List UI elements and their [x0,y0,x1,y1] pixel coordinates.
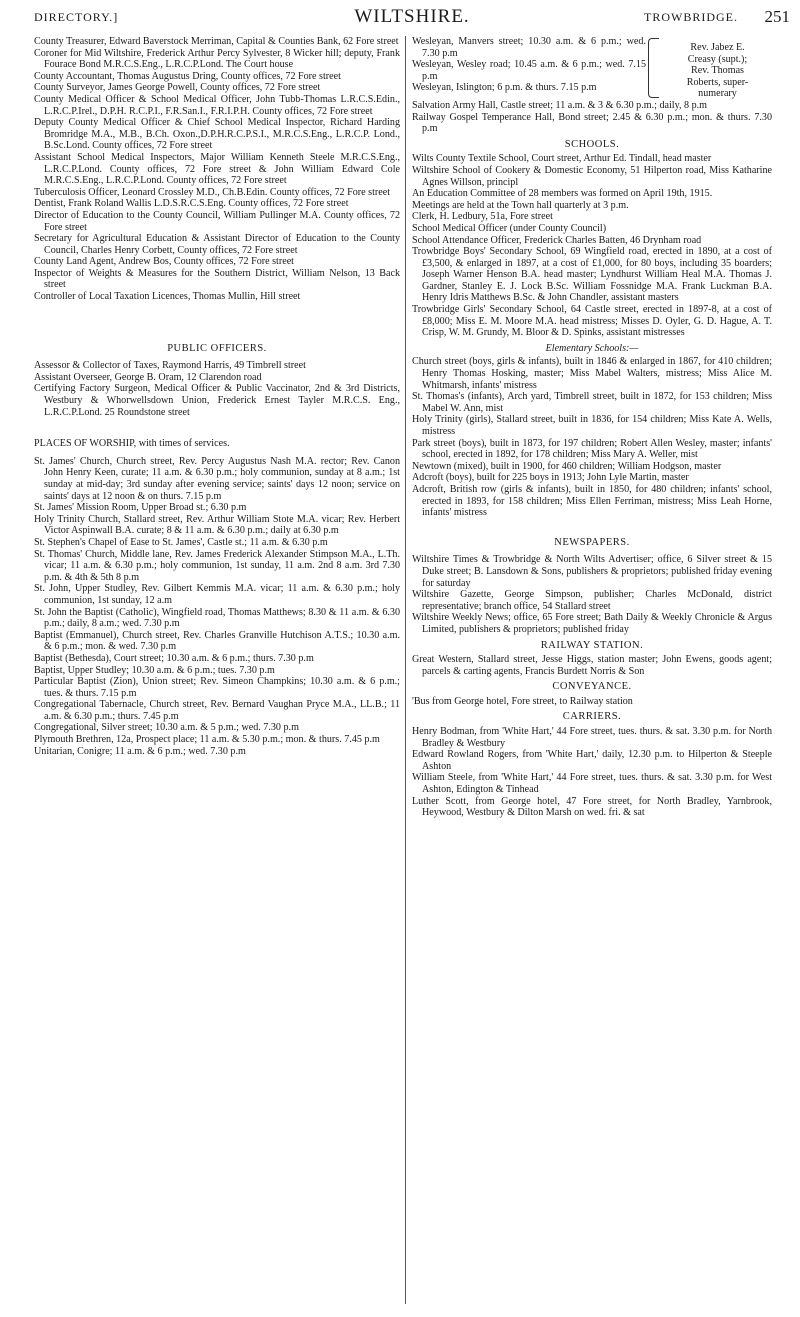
section-heading-elementary-schools: Elementary Schools:— [545,342,639,354]
list-item: Adcroft, British row (girls & infants), built in 1850, for 480 children; infants' school, erected in 1893, for 158 children; Miss Ellen Ferriman, mistress; Miss Leah Horne, infants' mistress [412,483,772,519]
left-column [34,36,400,757]
list-item: School Medical Officer (under County Council) [412,222,607,234]
minister-line: Rev. Jabez E. [690,42,745,53]
list-item: Holy Trinity (girls), Stallard street, built in 1836, for 154 children; Miss Kate A. Wells, mistress [412,414,772,437]
list-item: Wesleyan, Wesley road; 10.45 a.m. & 6 p.m.; wed. 7.15 p.m [412,59,646,82]
public-officers-list [34,360,400,418]
list-item: Baptist, Upper Studley; 10.30 a.m. & 6 p.m.; tues. 7.30 p.m [34,664,275,676]
list-item: Coroner for Mid Wiltshire, Frederick Arthur Percy Sylvester, 8 Wicker hill; deputy, Frank Fourace Bond M.R.C.S.Eng., L.R.C.P.Lond. The Court house [34,47,400,71]
list-item: County Accountant, Thomas Augustus Dring, County offices, 72 Fore street [34,70,341,82]
list-item: Trowbridge Girls' Secondary School, 64 Castle street, erected in 1897-8, at a cost of £8,000; Miss E. M. Moore M.A. head mistress; Misses D. Oyler, G. D. Hague, A. T. Crisp, W. M. Grundy, M. Bloor & D. Spinks, assistant mistresses [412,304,772,339]
section-heading-schools: SCHOOLS. [564,138,620,150]
section-heading-places-of-worship: PLACES OF WORSHIP, with times of services. [34,438,230,450]
carriers-list [412,726,772,819]
list-item: County Treasurer, Edward Baverstock Merriman, Capital & Counties Bank, 62 Fore street [34,36,399,47]
page-number: 251 [764,7,790,26]
county-officials-list [34,36,400,303]
list-item: St. Thomas' Church, Middle lane, Rev. James Frederick Alexander Stimpson M.A., L.Th. vicar; 11 a.m. & 6.30 p.m.; holy communion, 1st sunday, 11 a.m. 2nd 8 a.m. 3rd 7.30 p.m. & 4th & 5th 8 p.m [34,548,400,583]
list-item: Trowbridge Boys' Secondary School, 69 Wingfield road, erected in 1890, at a cost of £3,500, & enlarged in 1897, at a cost of £1,000, for 80 boys, including 35 boarders; Joseph Warner Henson B.A. head master; Lyndhurst William Heal M.A. Thomas J. Gardner, Stanley E. J. Lock B.Sc. William Fossnidge M.A. Frank Luckman B.A. Henry Idris Matthews B.Sc. & John Chandler, assistant masters [412,246,772,304]
list-item: Church street (boys, girls & infants), built in 1846 & enlarged in 1867, for 410 children; Henry Thomas Hosking, master; Miss Mabel Walters, mistress; Miss Alice M. Whitmarsh, infants' mistress [412,356,772,391]
conveyance-list [412,696,772,708]
list-item: Salvation Army Hall, Castle street; 11 a.m. & 3 & 6.30 p.m.; daily, 8 p.m [412,99,708,111]
worship-list [34,456,400,757]
list-item: St. John the Baptist (Catholic), Wingfield road, Thomas Matthews; 8.30 & 11 a.m. & 6.30 p.m.; daily, 8 a.m.; wed. 7.30 p.m [34,606,400,630]
list-item: County Medical Officer & School Medical Officer, John Tubb-Thomas L.R.C.S.Edin., L.R.C.P.Irel., D.P.H. R.C.P.I., F.R.San.I., F.R.I.P.H. County offices, 72 Fore street [34,93,400,117]
list-item: Plymouth Brethren, 12a, Prospect place; 11 a.m. & 5.30 p.m.; mon. & thurs. 7.45 p.m [34,734,380,746]
list-item: Baptist (Emmanuel), Church street, Rev. Charles Granville Hutchison A.T.S.; 10.30 a.m. & 6 p.m.; mon. & wed. 7.30 p.m [34,629,400,653]
list-item: School Attendance Officer, Frederick Charles Batten, 46 Drynham road [412,234,702,246]
list-item: 'Bus from George hotel, Fore street, to Railway station [412,695,633,707]
section-heading-newspapers: NEWSPAPERS. [554,536,630,548]
list-item: William Steele, from 'White Hart,' 44 Fore street, tues. thurs. & sat. 3.30 p.m. for West Ashton, Edington & Tinhead [412,772,772,796]
brace-bracket [648,38,659,98]
list-item: Controller of Local Taxation Licences, Thomas Mullin, Hill street [34,291,301,303]
list-item: Meetings are held at the Town hall quarterly at 3 p.m. [412,199,629,211]
list-item: St. John, Upper Studley, Rev. Gilbert Kemmis M.A. vicar; 11 a.m. & 6.30 p.m.; holy communion, 1st sunday, 12 a.m [34,583,400,606]
list-item: Wiltshire School of Cookery & Domestic Economy, 51 Hilperton road, Miss Katharine Agnes Willson, principl [412,164,772,188]
page-header [34,6,790,30]
section-heading-public-officers: PUBLIC OFFICERS. [167,342,267,354]
other-worship-list [412,100,772,135]
header-county-title: WILTSHIRE. [354,6,470,27]
railway-list [412,654,772,677]
list-item: Wesleyan, Manvers street; 10.30 a.m. & 6 p.m.; wed. 7.30 p.m [412,36,646,59]
column-divider [405,36,406,1304]
list-item: Henry Bodman, from 'White Hart,' 44 Fore street, tues. thurs. & sat. 3.30 p.m. for North Bradley & Westbury [412,726,772,749]
minister-line: numerary [698,88,737,100]
list-item: Dentist, Frank Roland Wallis L.D.S.R.C.S.Eng. County offices, 72 Fore street [34,198,349,210]
minister-line: Creasy (supt.); [687,53,748,65]
list-item: Particular Baptist (Zion), Union street; Rev. Simeon Champkins; 10.30 a.m. & 6 p.m.; tues. & thurs. 7.15 p.m [34,676,400,699]
list-item: Edward Rowland Rogers, from 'White Hart,' daily, 12.30 p.m. to Hilperton & Steeple Ashton [412,749,772,772]
list-item: Tuberculosis Officer, Leonard Crossley M.D., Ch.B.Edin. County offices, 72 Fore street [34,186,391,198]
list-item: Assistant School Medical Inspectors, Major William Kenneth Steele M.R.C.S.Eng., L.R.C.P.Lond. County offices, 72 Fore street & John William Edward Cole M.R.C.S.Eng., L.R.C.P.Lond. County offices, 72 Fore street [34,151,400,187]
list-item: Park street (boys), built in 1873, for 197 children; Robert Allen Wesley, master; infants' school, erected in 1892, for 178 children; Miss Mary A. Weller, mist [412,437,772,461]
list-item: Wesleyan, Islington; 6 p.m. & thurs. 7.15 p.m [412,82,597,94]
list-item: County Surveyor, James George Powell, County offices, 72 Fore street [34,82,321,94]
list-item: St. James' Mission Room, Upper Broad st.; 6.30 p.m [34,502,247,514]
right-column [412,36,772,819]
list-item: St. Thomas's (infants), Arch yard, Timbrell street, built in 1872, for 153 children; Miss Mabel W. Ann, mist [412,391,772,414]
list-item: Wiltshire Weekly News; office, 65 Fore street; Bath Daily & Weekly Chronicle & Argus Limited, publishers & proprietors; published friday [412,612,772,635]
list-item: Wiltshire Times & Trowbridge & North Wilts Advertiser; office, 6 Silver street & 15 Duke street; B. Lansdown & Sons, publishers & proprietors; published friday evening for saturday [412,554,772,589]
list-item: County Land Agent, Andrew Bos, County offices, 72 Fore street [34,256,294,268]
wesleyan-ministers [663,36,772,100]
list-item: Assistant Overseer, George B. Oram, 12 Clarendon road [34,371,262,383]
header-section-label: DIRECTORY.] [34,10,119,24]
wesleyan-block [412,36,772,100]
section-heading-carriers: CARRIERS. [562,711,622,723]
list-item: Deputy County Medical Officer & Chief School Medical Inspector, Richard Harding Bromridge M.A., M.B., B.Ch. Oxon.,D.P.H.R.C.P.S.I., M.R.C.S.Eng., L.R.C.P. Lond., B.Sc.Lond. County offices, 72 Fore street [34,117,400,152]
list-item: Director of Education to the County Council, William Pullinger M.A. County offices, 72 Fore street [34,209,400,233]
list-item: Holy Trinity Church, Stallard street, Rev. Arthur William Stote M.A. vicar; Rev. Herbert Victor Aspinwall B.A. curate; 8 & 11 a.m. & 6.30 p.m.; daily at 6.30 p.m [34,513,400,537]
list-item: Congregational Tabernacle, Church street, Rev. Bernard Vaughan Pryce M.A., LL.B.; 11 a.m. & 6.30 p.m.; thurs. 7.45 p.m [34,699,400,722]
list-item: Congregational, Silver street; 10.30 a.m. & 5 p.m.; wed. 7.30 p.m [34,722,299,734]
list-item: Luther Scott, from George hotel, 47 Fore street, for North Bradley, Yarnbrook, Heywood, Westbury & Dilton Marsh on wed. fri. & sat [412,795,772,819]
newspapers-list [412,554,772,635]
list-item: Assessor & Collector of Taxes, Raymond Harris, 49 Timbrell street [34,360,306,372]
list-item: An Education Committee of 28 members was formed on April 19th, 1915. [412,188,713,200]
section-heading-railway-station: RAILWAY STATION. [540,639,644,651]
list-item: Adcroft (boys), built for 225 boys in 1913; John Lyle Martin, master [412,472,689,484]
schools-list [412,153,772,339]
minister-line: Roberts, super- [686,76,749,88]
list-item: Newtown (mixed), built in 1900, for 460 children; William Hodgson, master [412,460,722,472]
elementary-schools-list [412,356,772,518]
list-item: Certifying Factory Surgeon, Medical Officer & Public Vaccinator, 2nd & 3rd Districts, Westbury & Whorwellsdown Union, Frederick Ernest Tayler M.R.C.S. Eng., L.R.C.P.Lond. 25 Roundstone street [34,383,400,418]
list-item: Great Western, Stallard street, Jesse Higgs, station master; John Ewens, goods agent; parcels & carting agents, Francis Burdett Norris & Son [412,654,772,677]
header-town-title: TROWBRIDGE. [644,10,738,24]
section-heading-conveyance: CONVEYANCE. [552,681,632,693]
list-item: St. James' Church, Church street, Rev. Percy Augustus Nash M.A. rector; Rev. Canon John Henry Keen, curate; 11 a.m. & 6.30 p.m.; holy communion, sunday at 8 a.m.; 1st sunday at mid-day; 3rd sunday after evening service; saints' days 12 noon; service on saints' days at 12 noon & on thurs. 7.15 p.m [34,455,400,502]
list-item: Unitarian, Conigre; 11 a.m. & 6 p.m.; wed. 7.30 p.m [34,745,246,757]
list-item: Baptist (Bethesda), Court street; 10.30 a.m. & 6 p.m.; thurs. 7.30 p.m [34,652,314,664]
wesleyan-chapels [412,36,646,100]
list-item: Wilts County Textile School, Court street, Arthur Ed. Tindall, head master [412,153,712,165]
list-item: Clerk, H. Ledbury, 51a, Fore street [412,211,553,223]
list-item: Secretary for Agricultural Education & Assistant Director of Education to the County Council, Charles Henry Corbett, County offices, 72 Fore street [34,233,400,256]
list-item: Railway Gospel Temperance Hall, Bond street; 2.45 & 6.30 p.m.; mon. & thurs. 7.30 p.m [412,111,772,135]
list-item: St. Stephen's Chapel of Ease to St. James', Castle st.; 11 a.m. & 6.30 p.m [34,536,328,548]
list-item: Wiltshire Gazette, George Simpson, publisher; Charles McDonald, district representative; branch office, 54 Stallard street [412,589,772,612]
list-item: Inspector of Weights & Measures for the Southern District, William Nelson, 13 Back street [34,267,400,291]
minister-line: Rev. Thomas [691,65,744,77]
